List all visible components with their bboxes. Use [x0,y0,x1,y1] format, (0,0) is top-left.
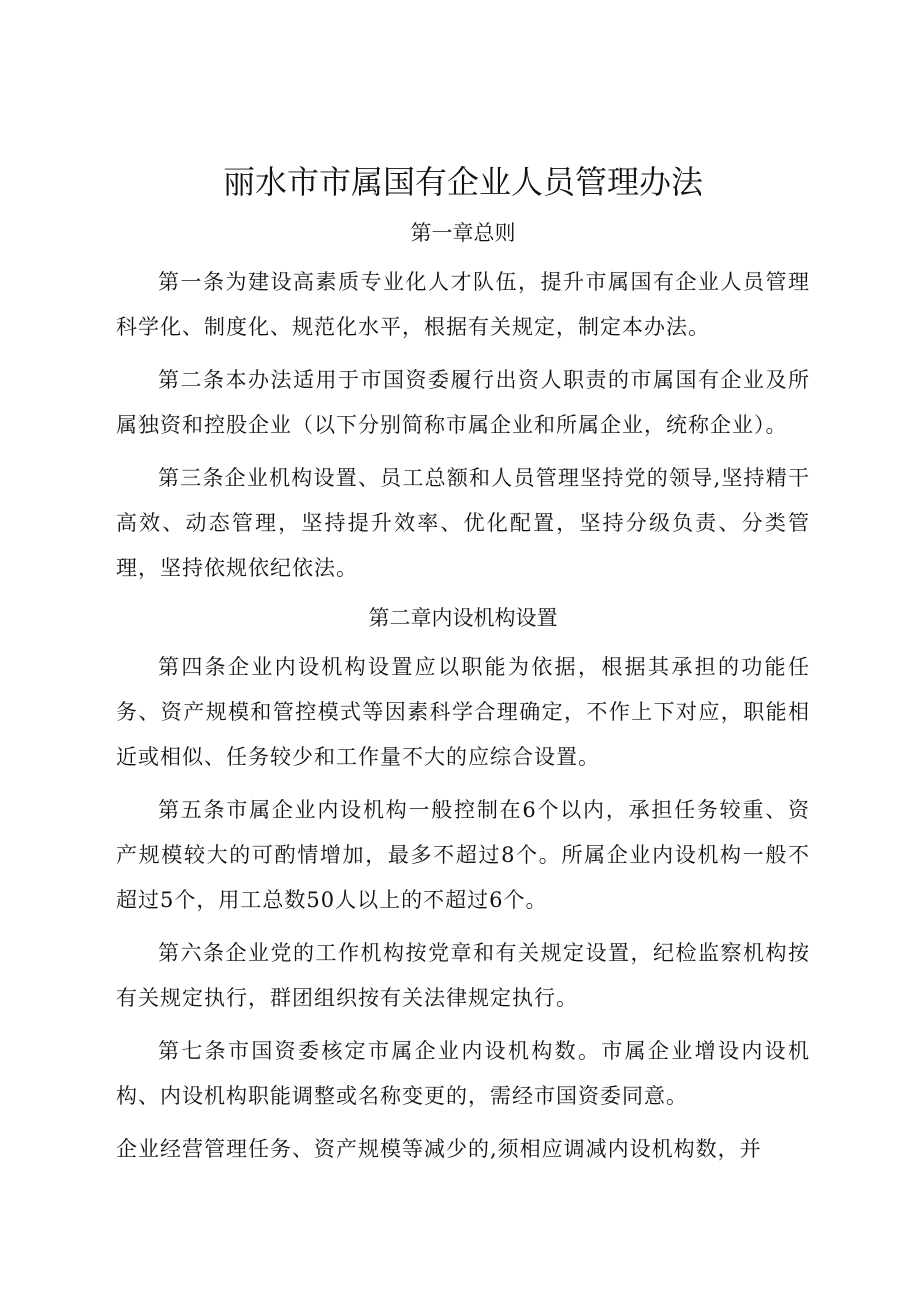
article-2: 第二条本办法适用于市国资委履行出资人职责的市属国有企业及所属独资和控股企业（以下分别简称市属企业和所属企业，统称企业）。 [116,368,810,437]
chapter-heading-1: 第一章总则 [410,221,516,245]
article-7: 第七条市国资委核定市属企业内设机构数。市属企业增设内设机构、内设机构职能调整或名称变更的，需经市国资委同意。 [116,1039,810,1108]
article-1: 第一条为建设高素质专业化人才队伍，提升市属国有企业人员管理科学化、制度化、规范化水平，根据有关规定，制定本办法。 [116,270,810,339]
article-3: 第三条企业机构设置、员工总额和人员管理坚持党的领导,坚持精干高效、动态管理，坚持提升效率、优化配置，坚持分级负责、分类管理，坚持依规依纪依法。 [116,466,810,580]
article-5: 第五条市属企业内设机构一般控制在6个以内，承担任务较重、资产规模较大的可酌情增加，最多不超过8个。所属企业内设机构一般不超过5个，用工总数50人以上的不超过6个。 [116,798,810,912]
document-page [116,150,810,1180]
article-7-continuation: 企业经营管理任务、资产规模等减少的,须相应调减内设机构数，并 [116,1137,762,1161]
article-6: 第六条企业党的工作机构按党章和有关规定设置，纪检监察机构按有关规定执行，群团组织按有关法律规定执行。 [116,941,810,1010]
chapter-heading-2: 第二章内设机构设置 [368,606,558,630]
article-4: 第四条企业内设机构设置应以职能为依据，根据其承担的功能任务、资产规模和管控模式等因素科学合理确定，不作上下对应，职能相近或相似、任务较少和工作量不大的应综合设置。 [116,655,810,769]
document-title: 丽水市市属国有企业人员管理办法 [222,163,703,201]
